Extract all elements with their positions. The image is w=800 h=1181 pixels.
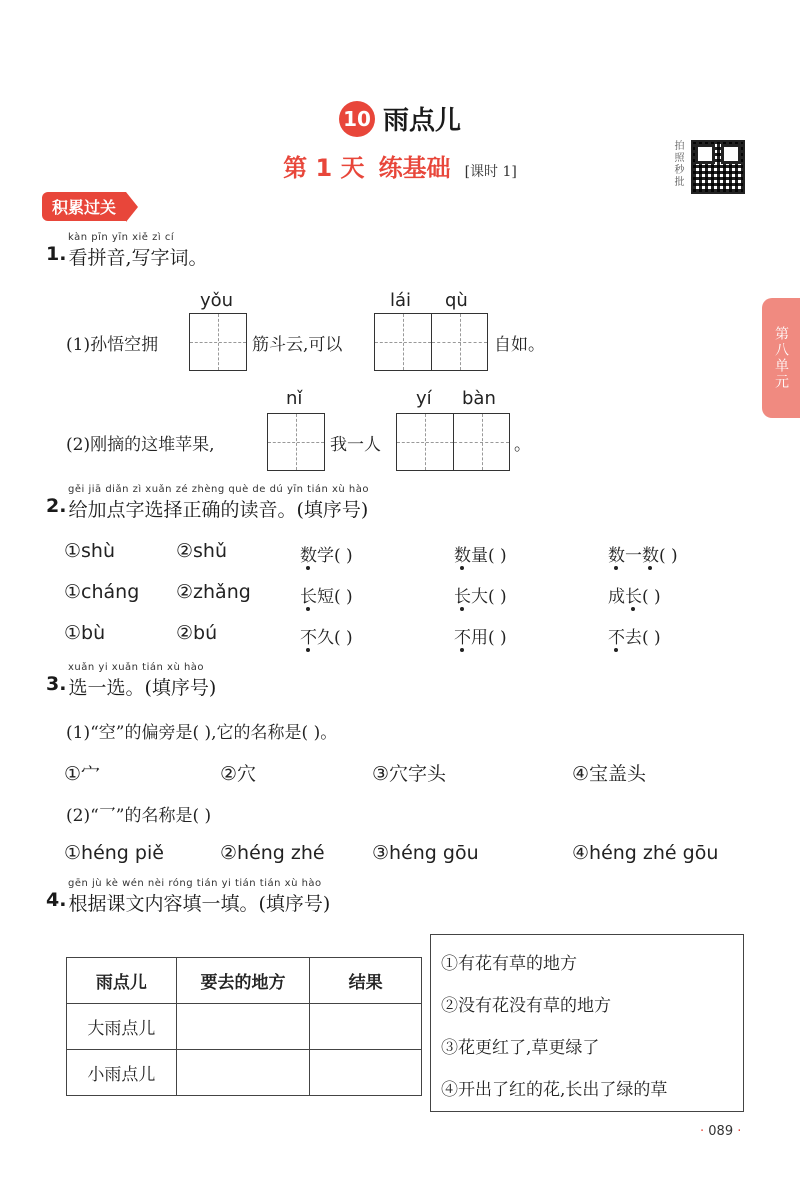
reading-option: ①shù (64, 540, 116, 562)
reading-option: ②shǔ (176, 540, 228, 562)
lesson-number-badge: 10 (339, 101, 375, 137)
table-header-row (67, 958, 422, 1004)
question-2-title: 给加点字选择正确的读音。(填序号) (68, 499, 369, 521)
table-row (67, 1050, 422, 1096)
grid-pinyin: yí (416, 388, 432, 409)
period-label: [课时 1] (464, 164, 517, 180)
table-cell: 小雨点儿 (67, 1050, 177, 1096)
answer-blank-word[interactable]: 不久( ) (300, 628, 353, 648)
unit-side-tab: 第八单元 (762, 298, 800, 418)
qr-code-icon[interactable] (691, 140, 745, 194)
emphasis-dot (306, 607, 310, 611)
table-cell: 大雨点儿 (67, 1004, 177, 1050)
answer-blank-word[interactable]: 数学( ) (300, 546, 353, 566)
section-tag: 积累过关 (42, 192, 126, 221)
answer-blank-word[interactable]: 数一数( ) (608, 546, 678, 566)
emphasis-dot (460, 566, 464, 570)
qr-area (670, 140, 745, 194)
page-number (700, 1124, 741, 1139)
question-2-pinyin: gěi jiā diǎn zì xuǎn zé zhèng què de dú yīn tián xù hào (68, 484, 370, 495)
question-1-pinyin: kàn pīn yīn xiě zì cí (68, 232, 175, 243)
question-4-header (46, 878, 330, 916)
answer-blank-word[interactable]: 不去( ) (608, 628, 661, 648)
options-item: ②没有花没有草的地方 (441, 996, 611, 1016)
question-1-number: 1. (46, 243, 67, 265)
answer-cell[interactable] (176, 1004, 310, 1050)
writing-grid[interactable] (396, 413, 510, 471)
reading-option: ①cháng (64, 581, 140, 603)
question-3-header (46, 662, 216, 700)
options-item: ①有花有草的地方 (441, 954, 577, 974)
emphasis-dot (306, 566, 310, 570)
answer-blank-word[interactable]: 成长( ) (608, 587, 661, 607)
question-1-title: 看拼音,写字词。 (68, 247, 208, 269)
question-2-header (46, 484, 369, 522)
page-number-value: 089 (708, 1124, 734, 1139)
table-row (67, 1004, 422, 1050)
table-header: 结果 (310, 958, 422, 1004)
qr-label: 拍照秒批 (672, 140, 683, 188)
question-3-number: 3. (46, 673, 67, 695)
sentence-middle: 筋斗云,可以 (252, 335, 343, 355)
table-header: 要去的地方 (176, 958, 310, 1004)
reading-option: ②bú (176, 622, 218, 644)
grid-pinyin: bàn (462, 388, 496, 409)
question-1-header (46, 232, 208, 270)
practice-label: 练基础 (378, 154, 451, 182)
answer-table (66, 957, 422, 1096)
choice-option: ④héng zhé gōu (572, 842, 719, 864)
sentence-prefix: (1)孙悟空拥 (66, 335, 159, 355)
writing-grid[interactable] (374, 313, 488, 371)
answer-blank-word[interactable]: 长大( ) (454, 587, 507, 607)
writing-grid[interactable] (267, 413, 325, 471)
answer-blank-word[interactable]: 数量( ) (454, 546, 507, 566)
options-item: ③花更红了,草更绿了 (441, 1038, 600, 1058)
answer-cell[interactable] (310, 1004, 422, 1050)
question-3-pinyin: xuǎn yi xuǎn tián xù hào (68, 662, 205, 673)
lesson-title-row (0, 100, 800, 137)
table-header: 雨点儿 (67, 958, 177, 1004)
answer-blank-word[interactable]: 不用( ) (454, 628, 507, 648)
emphasis-dot (614, 566, 618, 570)
writing-grid[interactable] (189, 313, 247, 371)
question-3-sub-1[interactable]: (1)“空”的偏旁是( ),它的名称是( )。 (66, 723, 338, 743)
answer-blank-word[interactable]: 长短( ) (300, 587, 353, 607)
options-box (430, 934, 744, 1112)
grid-pinyin: yǒu (200, 290, 234, 311)
grid-pinyin: lái (390, 290, 412, 311)
choice-option: ②héng zhé (220, 842, 325, 864)
emphasis-dot (460, 648, 464, 652)
choice-option: ②穴 (220, 763, 257, 785)
sentence-middle: 我一人 (330, 435, 381, 455)
choice-option: ④宝盖头 (572, 763, 647, 785)
options-item: ④开出了红的花,长出了绿的草 (441, 1080, 668, 1100)
question-3-sub-2[interactable]: (2)“乛”的名称是( ) (66, 806, 212, 826)
page-number-dot: · (737, 1124, 742, 1139)
emphasis-dot (614, 648, 618, 652)
choice-option: ①héng piě (64, 842, 164, 864)
answer-cell[interactable] (176, 1050, 310, 1096)
day-label: 第 1 天 (283, 154, 365, 182)
page-number-dot: · (700, 1124, 705, 1139)
question-4-number: 4. (46, 889, 67, 911)
question-3-title: 选一选。(填序号) (68, 677, 217, 699)
question-2-number: 2. (46, 495, 67, 517)
question-4-title: 根据课文内容填一填。(填序号) (68, 893, 331, 915)
emphasis-dot (631, 607, 635, 611)
emphasis-dot (648, 566, 652, 570)
reading-option: ②zhǎng (176, 581, 251, 603)
answer-cell[interactable] (310, 1050, 422, 1096)
sentence-prefix: (2)刚摘的这堆苹果, (66, 435, 215, 455)
choice-option: ①宀 (64, 763, 101, 785)
question-4-pinyin: gēn jù kè wén nèi róng tián yi tián tián xù hào (68, 878, 322, 889)
reading-option: ①bù (64, 622, 106, 644)
emphasis-dot (460, 607, 464, 611)
lesson-title: 雨点儿 (382, 106, 461, 136)
grid-pinyin: qù (445, 290, 468, 311)
grid-pinyin: nǐ (286, 388, 303, 409)
choice-option: ③穴字头 (372, 763, 447, 785)
sentence-suffix: 。 (514, 435, 531, 455)
sentence-suffix: 自如。 (494, 335, 545, 355)
emphasis-dot (306, 648, 310, 652)
choice-option: ③héng gōu (372, 842, 479, 864)
